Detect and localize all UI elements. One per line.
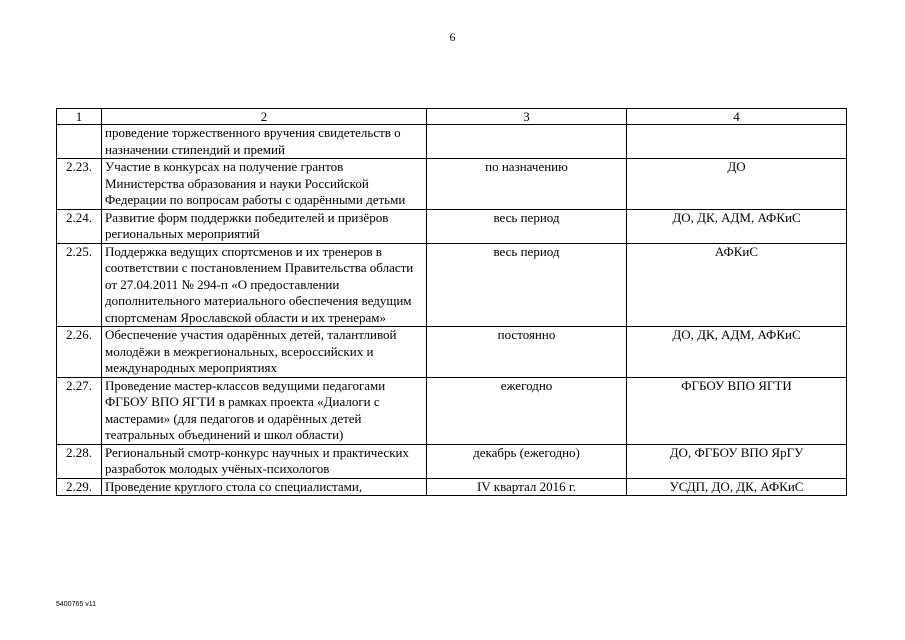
row-number: 2.29. <box>57 478 102 496</box>
row-number: 2.27. <box>57 377 102 444</box>
activity-responsible: ДО, ДК, АДМ, АФКиС <box>627 209 847 243</box>
table-row <box>57 327 847 378</box>
activities-table <box>56 108 847 496</box>
activity-term: по назначению <box>427 159 627 210</box>
activity-responsible: ФГБОУ ВПО ЯГТИ <box>627 377 847 444</box>
activity-responsible: УСДП, ДО, ДК, АФКиС <box>627 478 847 496</box>
activity-text: Проведение мастер-классов ведущими педагогами ФГБОУ ВПО ЯГТИ в рамках проекта «Диалоги с мастерами» (для педагогов и одарённых детей театральных объединений и школ области) <box>102 377 427 444</box>
activity-term <box>427 125 627 159</box>
table-row <box>57 125 847 159</box>
activity-term: постоянно <box>427 327 627 378</box>
activity-text: Поддержка ведущих спортсменов и их тренеров в соответствии с постановлением Правительства области от 27.04.2011 № 294-п «О предоставлении дополнительного материального обеспечения ведущим спортсменам Ярославской области и их тренерам» <box>102 243 427 327</box>
row-number: 2.23. <box>57 159 102 210</box>
row-number <box>57 125 102 159</box>
table-header-row <box>57 109 847 125</box>
table-row <box>57 478 847 496</box>
activity-text: Региональный смотр-конкурс научных и практических разработок молодых учёных-психологов <box>102 444 427 478</box>
activity-responsible: ДО <box>627 159 847 210</box>
activity-responsible <box>627 125 847 159</box>
table-row <box>57 209 847 243</box>
activity-text: Проведение круглого стола со специалистами, <box>102 478 427 496</box>
activity-text: Развитие форм поддержки победителей и призёров региональных мероприятий <box>102 209 427 243</box>
activity-term: весь период <box>427 209 627 243</box>
activity-text: Обеспечение участия одарённых детей, талантливой молодёжи в межрегиональных, всероссийских и международных мероприятиях <box>102 327 427 378</box>
table-row <box>57 159 847 210</box>
activity-text: Участие в конкурсах на получение грантов Министерства образования и науки Российской Федерации по вопросам работы с одарёнными детьми <box>102 159 427 210</box>
row-number: 2.26. <box>57 327 102 378</box>
table-row <box>57 243 847 327</box>
table-row <box>57 444 847 478</box>
column-header: 1 <box>57 109 102 125</box>
column-header: 4 <box>627 109 847 125</box>
activity-responsible: АФКиС <box>627 243 847 327</box>
table-row <box>57 377 847 444</box>
activity-term: декабрь (ежегодно) <box>427 444 627 478</box>
activity-term: ежегодно <box>427 377 627 444</box>
activity-text: проведение торжественного вручения свидетельств о назначении стипендий и премий <box>102 125 427 159</box>
page-number: 6 <box>449 30 456 44</box>
activity-responsible: ДО, ФГБОУ ВПО ЯрГУ <box>627 444 847 478</box>
activity-term: IV квартал 2016 г. <box>427 478 627 496</box>
activity-responsible: ДО, ДК, АДМ, АФКиС <box>627 327 847 378</box>
activity-term: весь период <box>427 243 627 327</box>
row-number: 2.24. <box>57 209 102 243</box>
row-number: 2.25. <box>57 243 102 327</box>
column-header: 2 <box>102 109 427 125</box>
column-header: 3 <box>427 109 627 125</box>
document-code: 5400765 v11 <box>56 601 96 608</box>
row-number: 2.28. <box>57 444 102 478</box>
